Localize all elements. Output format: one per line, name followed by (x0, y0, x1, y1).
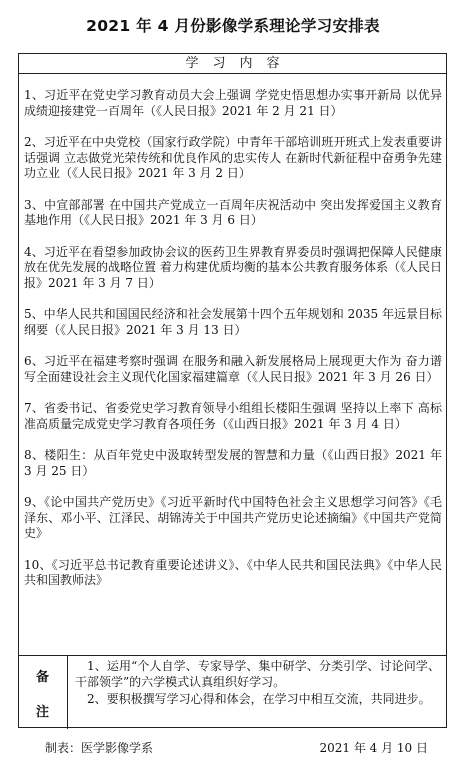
footer-maker: 制表：医学影像学系 (45, 741, 154, 755)
table-header: 学习内容 (19, 54, 446, 74)
list-item: 4、习近平在看望参加政协会议的医药卫生界教育界委员时强调把保障人民健康放在优先发展的战略位置 着力构建优质均衡的基本公共教育服务体系（《人民日报》2021 年 3 月 7 日） (24, 244, 442, 290)
notes-body (75, 659, 440, 710)
list-item: 1、习近平在党史学习教育动员大会上强调 学党史悟思想办实事开新局 以优异成绩迎接建党一百周年（《人民日报》2021 年 2 月 21 日） (24, 88, 442, 118)
list-item: 8、楼阳生：从百年党史中汲取转型发展的智慧和力量（《山西日报》2021 年 3 月 25 日） (24, 448, 442, 478)
list-item: 3、中宣部部署 在中国共产党成立一百周年庆祝活动中 突出发挥爱国主义教育基地作用（《人民日报》2021 年 3 月 6 日） (24, 197, 442, 227)
list-item: 9、《论中国共产党历史》《习近平新时代中国特色社会主义思想学习问答》《毛泽东、邓小平、江泽民、胡锦涛关于中国共产党历史论述摘编》《中国共产党简史》 (24, 495, 442, 540)
notes-label-char: 备 (36, 670, 50, 685)
notes-label (19, 656, 68, 729)
list-item: 5、中华人民共和国国民经济和社会发展第十四个五年规划和 2035 年远景目标纲要（《人民日报》2021 年 3 月 13 日） (24, 307, 442, 337)
schedule-table (18, 53, 447, 728)
note-item: 1、运用“个人自学、专家导学、集中研学、分类引学、讨论问学、干部领学”的六学模式认真组织好学习。 (75, 659, 440, 689)
list-item: 10、《习近平总书记教育重要论述讲义》、《中华人民共和国民法典》《中华人民共和国教师法》 (24, 557, 442, 587)
notes-label-char: 注 (36, 705, 50, 720)
note-item: 2、要积极撰写学习心得和体会，在学习中相互交流，共同进步。 (87, 692, 431, 706)
notes-row (19, 655, 446, 729)
page-title: 2021 年 4 月份影像学系理论学习安排表 (86, 17, 380, 35)
list-item: 7、省委书记、省委党史学习教育领导小组组长楼阳生强调 坚持以上率下 高标准高质量完成党史学习教育各项任务（《山西日报》2021 年 3 月 4 日） (24, 401, 442, 431)
study-content-list (24, 88, 442, 605)
list-item: 2、习近平在中央党校（国家行政学院）中青年干部培训班开班式上发表重要讲话强调 立志做党光荣传统和优良作风的忠实传人 在新时代新征程中奋勇争先建功立业（《人民日报》2021 年 3 月 2 日） (24, 135, 442, 180)
list-item: 6、习近平在福建考察时强调 在服务和融入新发展格局上展现更大作为 奋力谱写全面建设社会主义现代化国家福建篇章（《人民日报》2021 年 3 月 26 日） (24, 354, 442, 384)
footer-date: 2021 年 4 月 10 日 (319, 741, 428, 755)
